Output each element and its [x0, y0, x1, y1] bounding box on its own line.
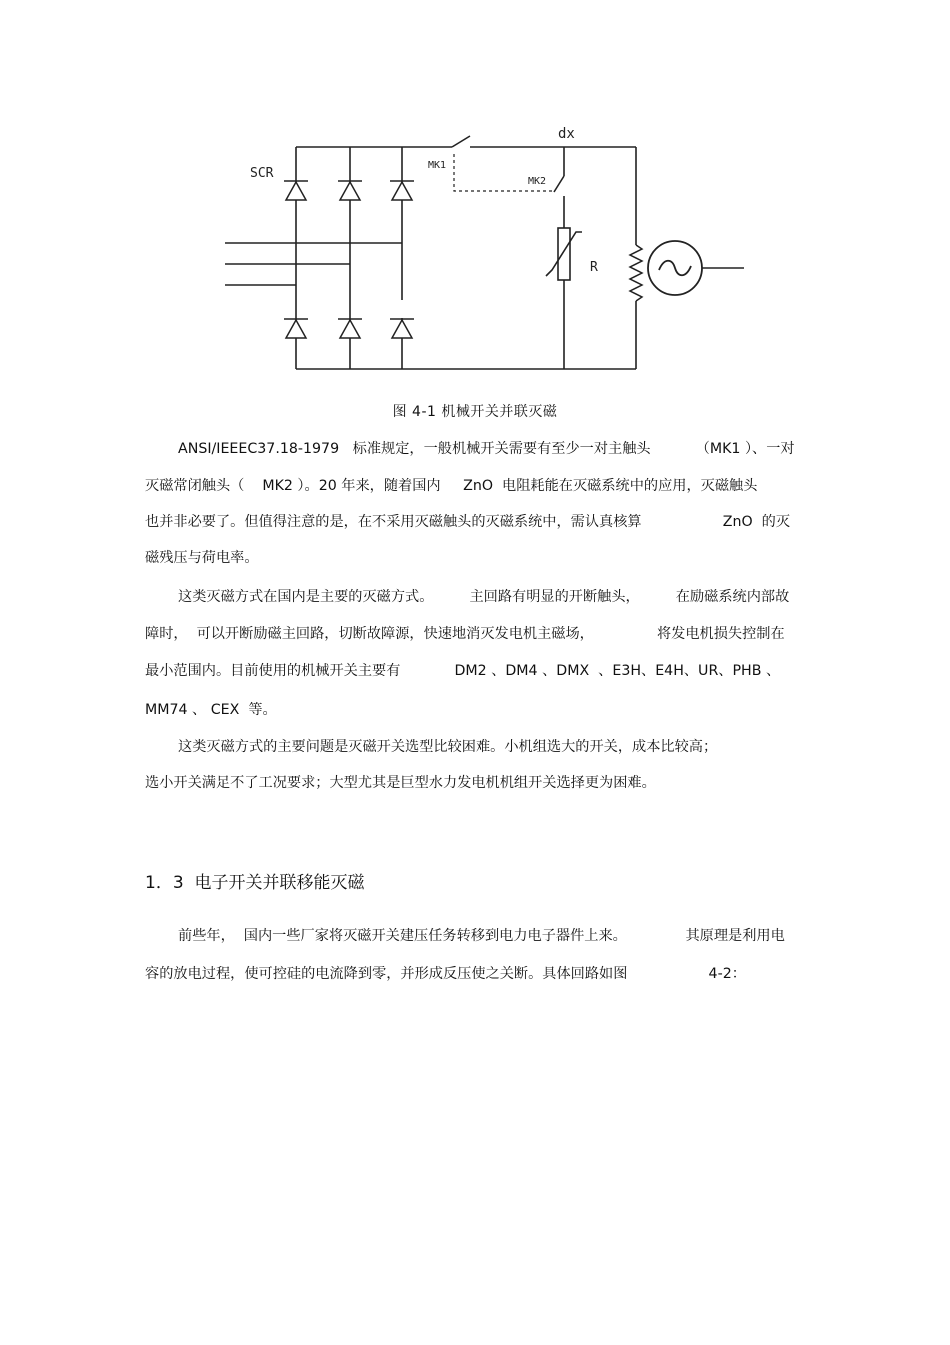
paragraph-line: 最小范围内。目前使用的机械开关主要有 DM2 、DM4 、DMX 、E3H、E4H、UR、PHB 、	[145, 663, 781, 679]
section-heading: 1．3 电子开关并联移能灭磁	[145, 873, 365, 893]
circuit-svg	[200, 118, 760, 388]
scr-upper-3	[392, 182, 412, 200]
label-scr: SCR	[250, 166, 274, 181]
scr-upper-row	[284, 181, 414, 200]
scr-lower-2	[340, 320, 360, 338]
label-r: R	[590, 260, 598, 275]
label-mk2: MK2	[528, 176, 547, 187]
paragraph-line: 也并非必要了。但值得注意的是，在不采用灭磁触头的灭磁系统中，需认真核算 ZnO 的灭	[145, 514, 791, 530]
generator-icon	[648, 241, 702, 295]
scr-lower-row	[284, 319, 414, 338]
paragraph-line: 灭磁常闭触头（ MK2 ）。20 年来，随着国内 ZnO 电阻耗能在灭磁系统中的应用，灭磁触头	[145, 478, 758, 494]
paragraph-line: 这类灭磁方式的主要问题是灭磁开关选型比较困难。小机组选大的开关，成本比较高；	[178, 739, 718, 755]
paragraph-line: 这类灭磁方式在国内是主要的灭磁方式。 主回路有明显的开断触头， 在励磁系统内部故	[178, 589, 790, 605]
zno-resistor	[546, 228, 582, 280]
paragraph-line: 选小开关满足不了工况要求；大型尤其是巨型水力发电机机组开关选择更为困难。	[145, 775, 656, 791]
paragraph-line: 障时， 可以开断励磁主回路，切断故障源，快速地消灭发电机主磁场， 将发电机损失控制在	[145, 626, 785, 642]
scr-upper-2	[340, 182, 360, 200]
label-mk1: MK1	[428, 160, 447, 171]
paragraph-line: ANSI/IEEEC37.18-1979 标准规定，一般机械开关需要有至少一对主触头 （MK1 ）、一对	[178, 441, 795, 457]
paragraph-line: 磁残压与荷电率。	[145, 550, 259, 566]
field-winding	[630, 245, 642, 301]
paragraph-line: MM74 、 CEX 等。	[145, 702, 277, 718]
paragraph-line: 容的放电过程，使可控硅的电流降到零，并形成反压使之关断。具体回路如图 4-2：	[145, 966, 746, 982]
scr-lower-1	[286, 320, 306, 338]
figure-caption: 图 4-1 机械开关并联灭磁	[392, 404, 558, 420]
scr-lower-3	[392, 320, 412, 338]
label-dx: dx	[558, 126, 575, 142]
paragraph-line: 前些年， 国内一些厂家将灭磁开关建压任务转移到电力电子器件上来。 其原理是利用电	[178, 928, 785, 944]
scr-upper-1	[286, 182, 306, 200]
circuit-diagram	[200, 118, 760, 388]
